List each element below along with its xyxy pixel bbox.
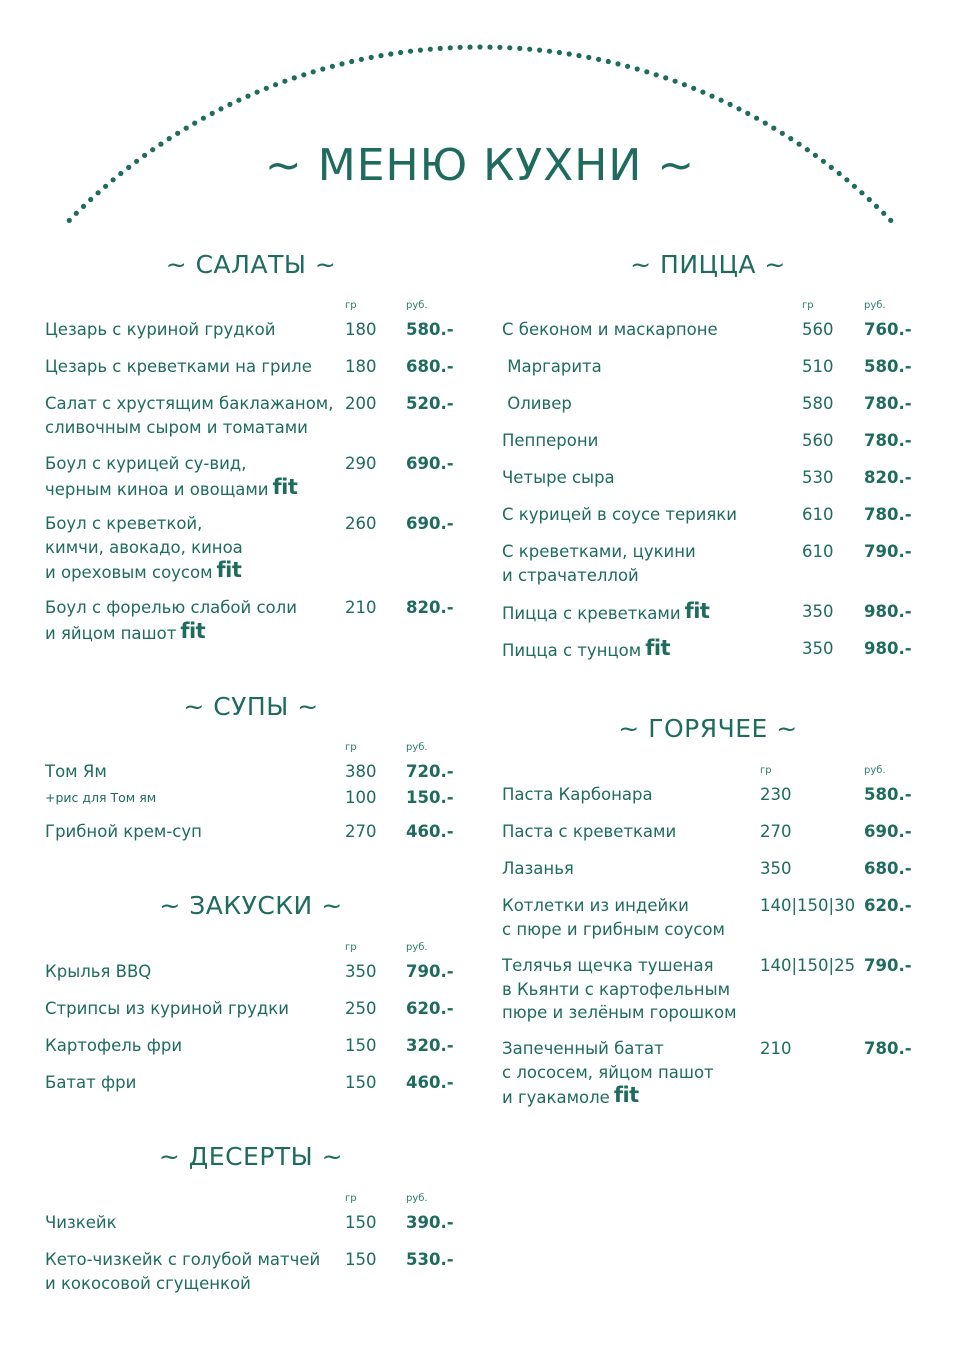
arc-dot: [615, 61, 620, 66]
arc-dot: [682, 82, 687, 87]
item-weight: 270: [760, 822, 792, 841]
fit-badge: fit: [272, 474, 298, 499]
weight-column-header: гр: [760, 765, 772, 776]
arc-dot: [673, 79, 678, 84]
item-price: 780.-: [864, 394, 912, 413]
item-name: Котлетки из индейки с пюре и грибным соусом: [502, 896, 725, 939]
arc-dot: [369, 55, 374, 60]
item-weight: 210: [345, 598, 377, 617]
item-weight: 350: [345, 962, 377, 981]
item-name: Крылья BBQ: [45, 962, 152, 981]
item-name: Кето-чизкейк с голубой матчей и кокосовой сгущенкой: [45, 1250, 321, 1293]
item-weight: 150: [345, 1073, 377, 1092]
price-column-header: руб.: [406, 300, 428, 311]
item-name: Пицца с креветками fit: [502, 599, 710, 623]
arc-dot: [273, 82, 278, 87]
arc-dot: [398, 50, 403, 55]
arc-dot: [763, 121, 768, 126]
item-name: Маргарита: [502, 357, 602, 376]
arc-dot: [497, 45, 502, 50]
arc-dot: [88, 197, 93, 202]
item-name: Пепперони: [502, 431, 599, 450]
section-title: ~ ЗАКУСКИ ~: [159, 891, 343, 920]
arc-dot: [709, 94, 714, 99]
arc-dot: [888, 218, 893, 223]
item-name: С беконом и маскарпоне: [502, 320, 718, 339]
arc-dot: [67, 218, 72, 223]
arc-dot: [736, 106, 741, 111]
item-price: 980.-: [864, 602, 912, 621]
arc-dot: [408, 49, 413, 54]
item-name: Боул с форелью слабой соли и яйцом пашот fit: [45, 598, 297, 643]
arc-dot: [292, 75, 297, 80]
arc-dot: [477, 44, 482, 49]
arc-dot: [81, 204, 86, 209]
item-weight: 350: [760, 859, 792, 878]
price-column-header: руб.: [864, 765, 886, 776]
item-price: 150.-: [406, 788, 454, 807]
arc-dot: [218, 106, 223, 111]
arc-dot: [236, 98, 241, 103]
arc-dot: [201, 116, 206, 121]
item-weight: 610: [802, 542, 834, 561]
item-name: Цезарь с креветками на гриле: [45, 357, 312, 376]
arc-dot: [728, 102, 733, 107]
item-price: 820.-: [864, 468, 912, 487]
item-weight: 100: [345, 788, 377, 807]
arc-dot: [264, 86, 269, 91]
item-weight: 350: [802, 602, 834, 621]
item-weight: 560: [802, 431, 834, 450]
arc-dot: [654, 72, 659, 77]
item-name: Том Ям: [45, 762, 107, 781]
arc-dot: [537, 48, 542, 53]
item-name: Чизкейк: [45, 1213, 117, 1232]
arc-dot: [255, 90, 260, 95]
item-price: 680.-: [864, 859, 912, 878]
item-weight: 290: [345, 454, 377, 473]
item-weight: 530: [802, 468, 834, 487]
arc-dot: [606, 59, 611, 64]
item-price: 680.-: [406, 357, 454, 376]
weight-column-header: гр: [345, 300, 357, 311]
item-price: 460.-: [406, 1073, 454, 1092]
item-price: 320.-: [406, 1036, 454, 1055]
arc-dot: [567, 51, 572, 56]
item-price: 980.-: [864, 639, 912, 658]
fit-badge: fit: [216, 558, 242, 582]
arc-dot: [635, 66, 640, 71]
page-title: ~ МЕНЮ КУХНИ ~: [264, 140, 696, 191]
arc-dot: [320, 66, 325, 71]
item-price: 580.-: [864, 357, 912, 376]
item-weight: 210: [760, 1039, 792, 1058]
item-weight: 230: [760, 785, 792, 804]
item-weight: 510: [802, 357, 834, 376]
item-price: 530.-: [406, 1250, 454, 1269]
arc-dot: [644, 69, 649, 74]
item-name: Батат фри: [45, 1073, 137, 1092]
item-name: Салат с хрустящим баклажаном, сливочным сыром и томатами: [45, 394, 334, 437]
item-weight: 140|150|25: [760, 956, 856, 975]
item-name: Стрипсы из куриной грудки: [45, 999, 289, 1018]
item-weight: 180: [345, 357, 377, 376]
arc-dot: [771, 126, 776, 131]
fit-badge: fit: [613, 1083, 639, 1107]
arc-dot: [586, 55, 591, 60]
fit-badge: fit: [684, 599, 710, 623]
arc-dot: [625, 64, 630, 69]
item-weight: 270: [345, 822, 377, 841]
arc-dot: [388, 51, 393, 56]
arc-dot: [428, 47, 433, 52]
item-price: 820.-: [406, 598, 454, 617]
arc-dot: [745, 111, 750, 116]
item-weight: 150: [345, 1036, 377, 1055]
weight-column-header: гр: [345, 742, 357, 753]
item-name: С курицей в соусе терияки: [502, 505, 737, 524]
item-weight: 150: [345, 1250, 377, 1269]
weight-column-header: гр: [802, 300, 814, 311]
item-weight: 150: [345, 1213, 377, 1232]
item-price: 790.-: [406, 962, 454, 981]
item-price: 390.-: [406, 1213, 454, 1232]
item-name: Лазанья: [502, 859, 574, 878]
item-name: С креветками, цукини и страчателлой: [502, 542, 696, 585]
price-column-header: руб.: [864, 300, 886, 311]
item-price: 780.-: [864, 1039, 912, 1058]
arc-dot: [448, 45, 453, 50]
arc-dot: [301, 72, 306, 77]
arc-dot: [378, 53, 383, 58]
item-weight: 380: [345, 762, 377, 781]
item-name: Боул с курицей су-вид, черным киноа и овощами fit: [45, 454, 298, 499]
arc-dot: [719, 98, 724, 103]
price-column-header: руб.: [406, 742, 428, 753]
item-price: 690.-: [406, 514, 454, 533]
item-name: Паста с креветками: [502, 822, 677, 841]
arc-dot: [557, 50, 562, 55]
arc-dot: [517, 46, 522, 51]
price-column-header: руб.: [406, 942, 428, 953]
item-weight: 260: [345, 514, 377, 533]
arc-dot: [339, 61, 344, 66]
arc-dot: [754, 116, 759, 121]
fit-badge: fit: [180, 618, 206, 643]
arc-dot: [874, 204, 879, 209]
item-price: 690.-: [406, 454, 454, 473]
arc-dot: [700, 90, 705, 95]
arc-dot: [282, 79, 287, 84]
arc-dot: [330, 64, 335, 69]
item-price: 760.-: [864, 320, 912, 339]
item-weight: 180: [345, 320, 377, 339]
item-price: 620.-: [406, 999, 454, 1018]
item-name: Оливер: [502, 394, 572, 413]
item-price: 790.-: [864, 542, 912, 561]
item-name: Цезарь с куриной грудкой: [45, 320, 276, 339]
arc-dot: [507, 45, 512, 50]
arc-dot: [527, 47, 532, 52]
arc-dot: [418, 48, 423, 53]
price-column-header: руб.: [406, 1193, 428, 1204]
item-name: Боул с креветкой, кимчи, авокадо, киноа и ореховым соусом fit: [45, 514, 243, 582]
item-name: Четыре сыра: [502, 468, 615, 487]
item-price: 790.-: [864, 956, 912, 975]
item-weight: 560: [802, 320, 834, 339]
arc-dot: [467, 45, 472, 50]
item-weight: 350: [802, 639, 834, 658]
item-name: Грибной крем-суп: [45, 822, 202, 841]
item-name: Картофель фри: [45, 1036, 183, 1055]
arc-dot: [359, 57, 364, 62]
arc-dot: [210, 111, 215, 116]
arc-dot: [192, 121, 197, 126]
section-title: ~ ПИЦЦА ~: [630, 250, 786, 279]
arc-dot: [596, 57, 601, 62]
arc-dot: [780, 131, 785, 136]
arc-dot: [691, 86, 696, 91]
arc-dot: [881, 211, 886, 216]
item-weight: 250: [345, 999, 377, 1018]
item-price: 690.-: [864, 822, 912, 841]
item-name: Телячья щечка тушеная в Кьянти с картофельным пюре и зелёным горошком: [502, 956, 737, 1022]
section-title: ~ ГОРЯЧЕЕ ~: [618, 714, 798, 743]
item-price: 780.-: [864, 431, 912, 450]
arc-dot: [74, 211, 79, 216]
item-name: +рис для Том ям: [45, 790, 157, 805]
arc-dot: [867, 197, 872, 202]
item-price: 620.-: [864, 896, 912, 915]
item-weight: 200: [345, 394, 377, 413]
section-title: ~ САЛАТЫ ~: [165, 250, 337, 279]
item-price: 720.-: [406, 762, 454, 781]
item-price: 580.-: [864, 785, 912, 804]
arc-dot: [311, 69, 316, 74]
arc-dot: [487, 45, 492, 50]
arc-dot: [663, 75, 668, 80]
item-name: Запеченный батат с лососем, яйцом пашот и гуакамоле fit: [502, 1039, 714, 1107]
item-price: 520.-: [406, 394, 454, 413]
arc-dot: [349, 59, 354, 64]
weight-column-header: гр: [345, 1193, 357, 1204]
arc-dot: [438, 46, 443, 51]
arc-dot: [175, 131, 180, 136]
item-name: Паста Карбонара: [502, 785, 653, 804]
arc-dot: [245, 94, 250, 99]
item-price: 580.-: [406, 320, 454, 339]
item-price: 780.-: [864, 505, 912, 524]
item-weight: 140|150|30: [760, 896, 856, 915]
item-weight: 610: [802, 505, 834, 524]
item-weight: 580: [802, 394, 834, 413]
section-title: ~ СУПЫ ~: [183, 692, 319, 721]
arc-dot: [458, 45, 463, 50]
arc-dot: [184, 126, 189, 131]
fit-badge: fit: [645, 636, 671, 660]
arc-dot: [576, 53, 581, 58]
item-name: Пицца с тунцом fit: [502, 636, 671, 660]
arc-dot: [547, 49, 552, 54]
weight-column-header: гр: [345, 942, 357, 953]
item-price: 460.-: [406, 822, 454, 841]
arc-dot: [227, 102, 232, 107]
section-title: ~ ДЕСЕРТЫ ~: [158, 1142, 344, 1171]
